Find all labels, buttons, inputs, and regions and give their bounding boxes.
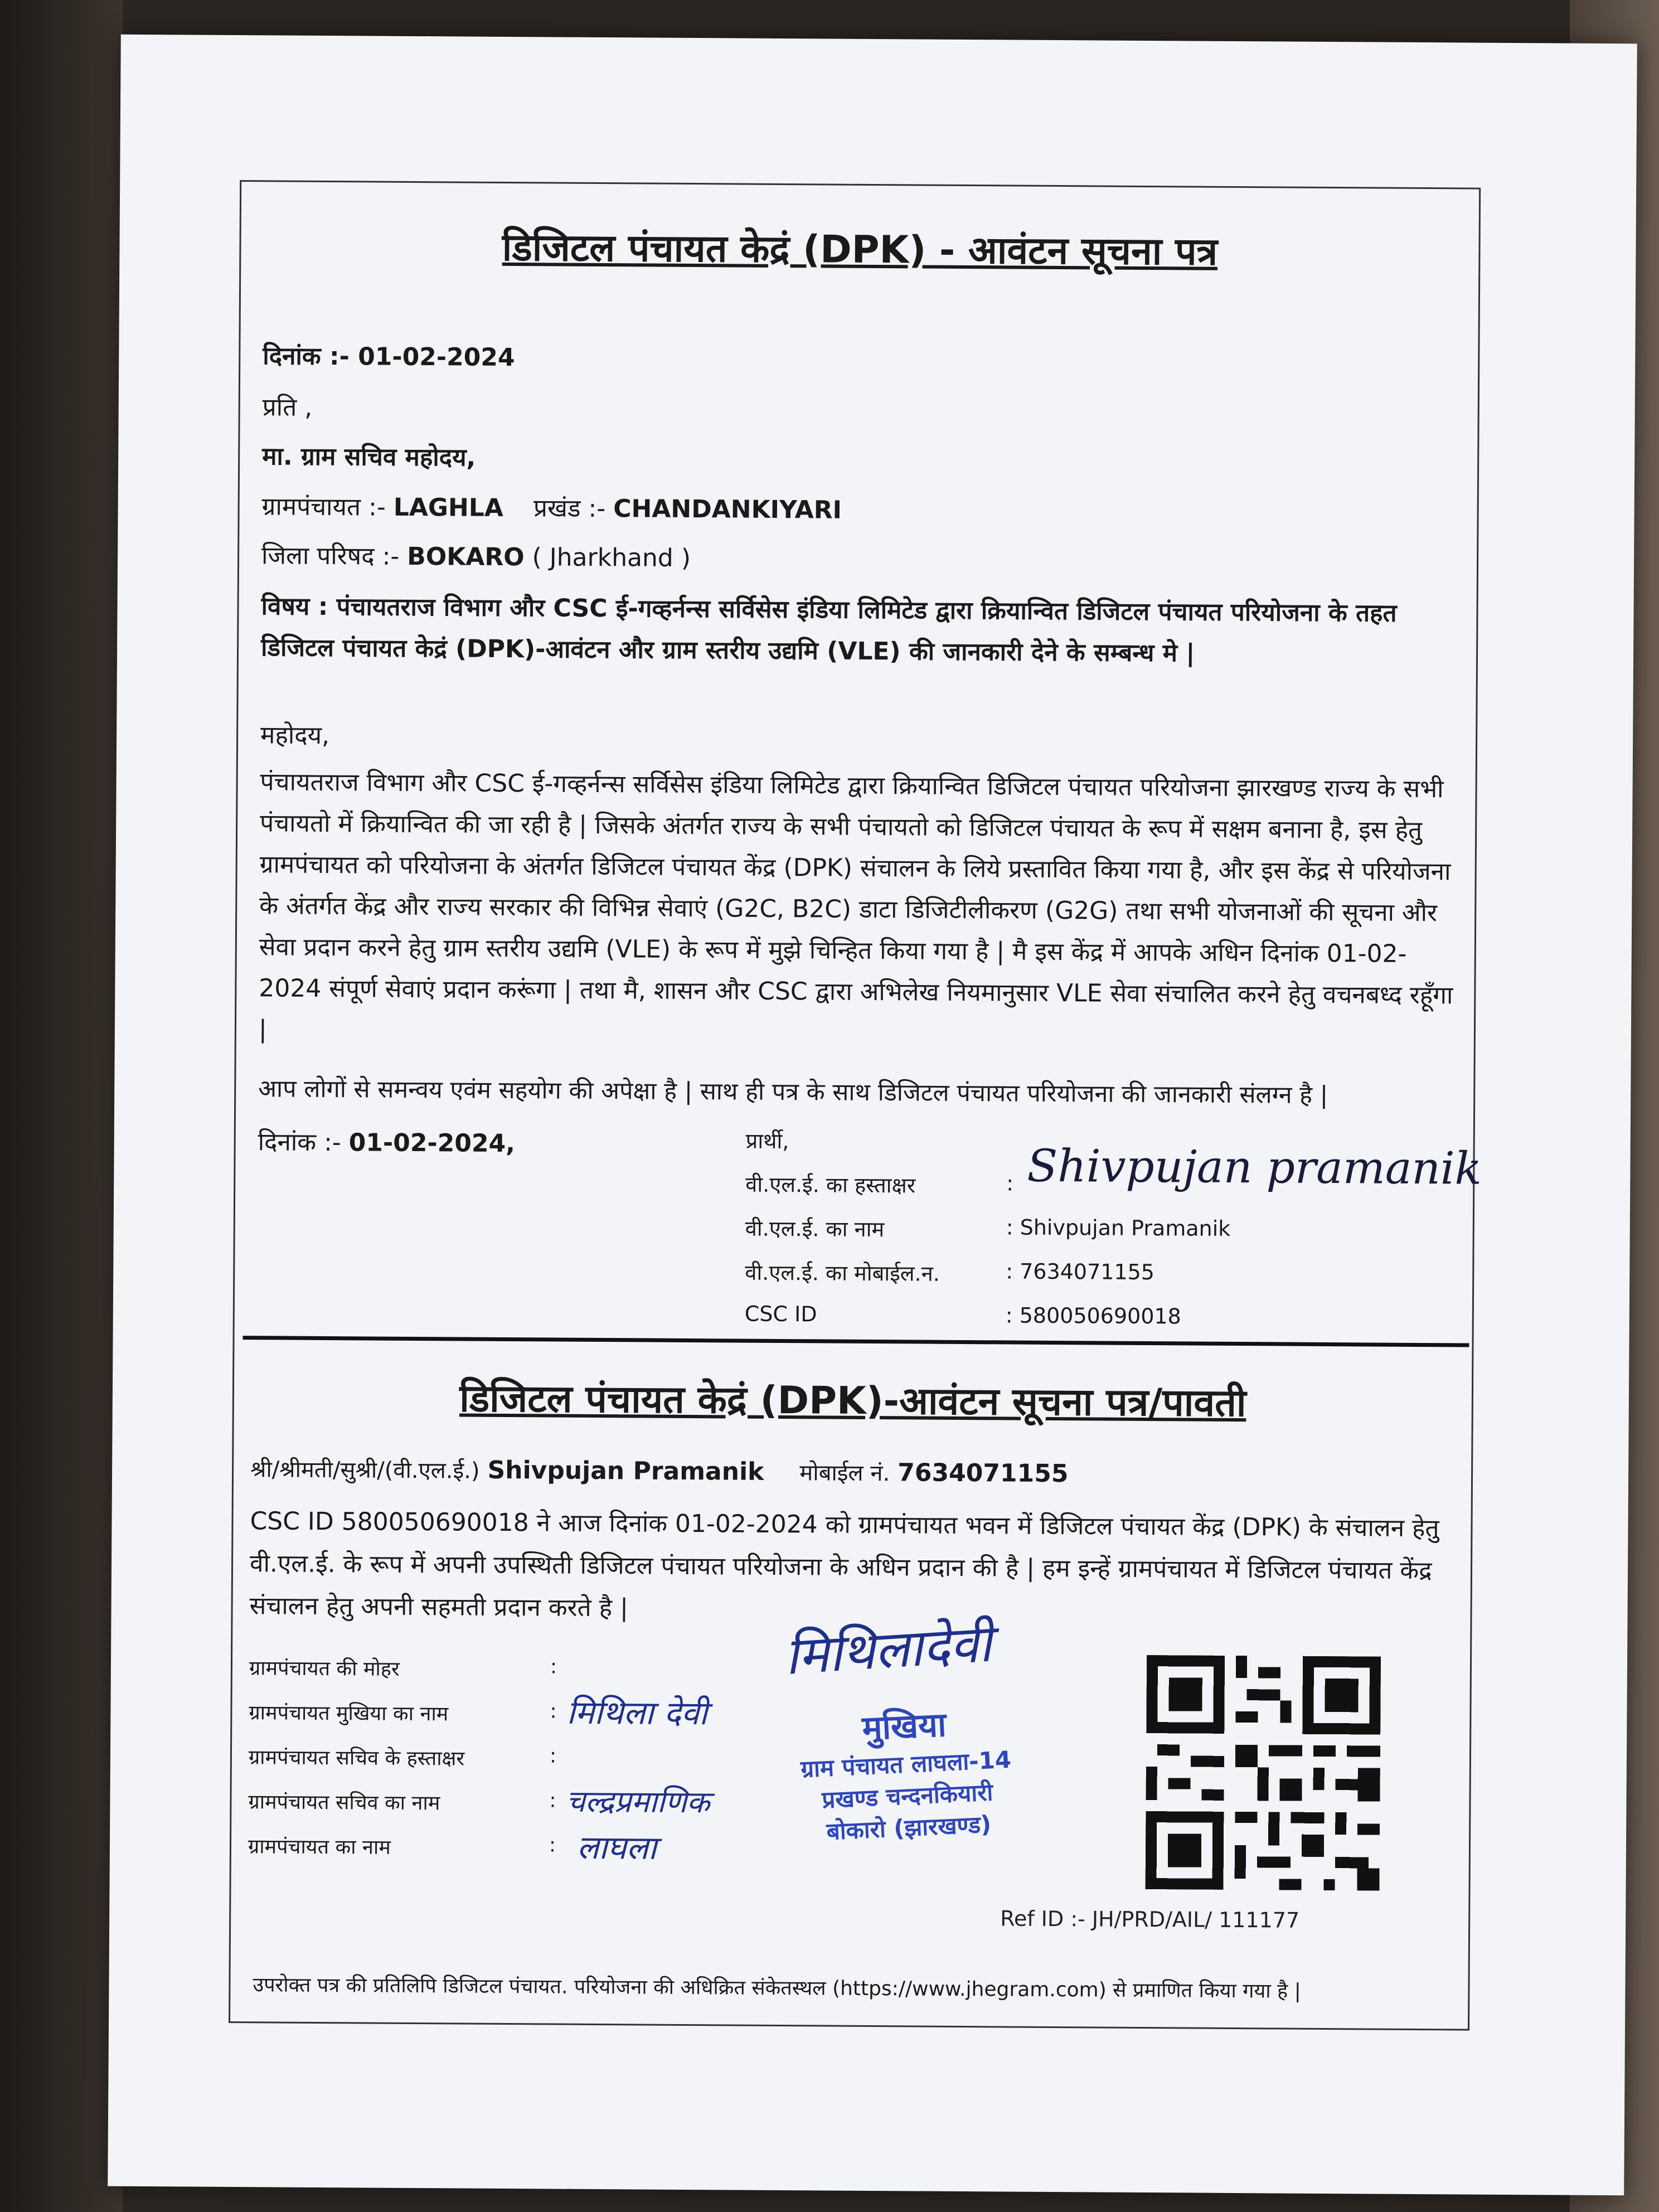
- stamp-line-2: ग्राम पंचायत लाघला-14: [800, 1745, 1012, 1783]
- date-line-2: [258, 1124, 516, 1159]
- state-value: ( Jharkhand ): [532, 543, 691, 573]
- addressee: मा. ग्राम सचिव महोदय,: [262, 442, 476, 472]
- panchayat-line: [261, 488, 842, 525]
- stamp-line-3: प्रखण्ड चन्दनकियारी: [821, 1778, 994, 1814]
- field-mukhiya-colon: :: [550, 1700, 557, 1723]
- date-line: [263, 338, 515, 373]
- to-line: प्रति ,: [262, 393, 313, 422]
- date-label: दिनांक :-: [263, 342, 350, 371]
- field-secretary-name-label: ग्रामपंचायत सचिव का नाम: [248, 1791, 440, 1815]
- district-line: [261, 537, 691, 574]
- mukhiya-stamp: [786, 1697, 1026, 1849]
- district-value: BOKARO: [407, 542, 525, 572]
- block-value: CHANDANKIYARI: [613, 494, 842, 525]
- field-panchayat-name-value: लाघला: [576, 1828, 657, 1867]
- salutation: महोदय,: [260, 721, 330, 750]
- field-mukhiya-label: ग्रामपंचायत मुखिया का नाम: [249, 1701, 449, 1726]
- vle-mobile: : 7634071155: [1006, 1259, 1155, 1285]
- field-secretary-name-value: चल्द्रप्रमाणिक: [566, 1783, 710, 1820]
- date2-label: दिनांक :-: [258, 1128, 341, 1157]
- background-left: [0, 0, 123, 2212]
- subject: विषय : पंचायतराज विभाग और CSC ई-गव्हर्नन्स सर्विसेस इंडिया लिमिटेड द्वारा क्रियान्वित डिजिटल पंचायत परियोजना के तहत डिजिटल पंचायत केद्रं (DPK)-आवंटन और ग्राम स्तरीय उद्यमि (VLE) की जानकारी देने के सम्बन्ध मे |: [260, 592, 1397, 668]
- vle-mobile-label: वी.एल.ई. का मोबाईल.न.: [745, 1260, 940, 1286]
- field-panchayat-name-colon: :: [549, 1833, 556, 1857]
- field-seal-label: ग्रामपंचायत की मोहर: [249, 1657, 400, 1681]
- district-label: जिला परिषद :-: [261, 541, 400, 571]
- body-paragraph: पंचायतराज विभाग और CSC ई-गव्हर्नन्स सर्विसेस इंडिया लिमिटेड द्वारा क्रियान्वित डिजिटल पंचायत परियोजना झारखण्ड राज्य के सभी पंचायतो में क्रियान्वित की जा रही है | जिसके अंतर्गत राज्य के सभी पंचायतो को डिजिटल पंचायत के रूप में सक्षम बनाना है, इस हेतु ग्रामपंचायत को परियोजना के अंतर्गत डिजिटल पंचायत केंद्र (DPK) संचालन के लिये प्रस्तावित किया गया है, और इस केंद्र से परियोजना के अंतर्गत केंद्र और राज्य सरकार की विभिन्न सेवाएं (G2C, B2C) डाटा डिजिटीलीकरण (G2G) तथा सभी योजनाओं की सूचना और सेवा प्रदान करने हेतु ग्राम स्तरीय उद्यमि (VLE) के रूप में मुझे चिन्हित किया गया है | मै इस केंद्र में आपके अधिन दिनांक 01-02-2024 संपूर्ण सेवाएं प्रदान करूंगा | तथा मै, शासन और CSC द्वारा अभिलेख नियमानुसार VLE सेवा संचालित करने हेतु वचनबध्द रहूँगा |: [258, 768, 1453, 1044]
- closing-paragraph: आप लोगों से समन्वय एवंम सहयोग की अपेक्षा है | साथ ही पत्र के साथ डिजिटल पंचायत परियोजना की जानकारी संलग्न है |: [258, 1075, 1328, 1109]
- csc-id-label: CSC ID: [744, 1301, 817, 1327]
- receipt-name-line: [250, 1453, 1069, 1488]
- stamp-line-1: मुखिया: [861, 1705, 947, 1748]
- vle-name-label: वी.एल.ई. का नाम: [745, 1216, 885, 1242]
- date2-value: 01-02-2024,: [348, 1128, 516, 1158]
- csc-id-value: : 580050690018: [1005, 1303, 1181, 1329]
- receipt-title: डिजिटल पंचायत केद्रं (DPK)-आवंटन सूचना पत्र/पावती: [459, 1376, 1246, 1426]
- field-secretary-sign-colon: :: [549, 1744, 557, 1768]
- field-seal-colon: :: [550, 1655, 557, 1679]
- applicant-label: प्रार्थी,: [745, 1128, 789, 1154]
- date-value: 01-02-2024: [358, 342, 515, 372]
- ref-id: Ref ID :- JH/PRD/AIL/ 111177: [1000, 1906, 1300, 1933]
- section-divider: [243, 1336, 1469, 1347]
- block-label: प्रखंड :-: [533, 494, 606, 523]
- letter-paper: [108, 35, 1637, 2196]
- receipt-mobile-label: मोबाईल नं.: [799, 1460, 890, 1487]
- receipt-prefix: श्री/श्रीमती/सुश्री/(वी.एल.ई.): [250, 1457, 480, 1484]
- gram-panchayat-value: LAGHLA: [393, 493, 504, 522]
- footer-note: उपरोक्त पत्र की प्रतिलिपि डिजिटल पंचायत. परियोजना की अधिक्रित संकेतस्थल (https://www.jhegram.com) से प्रमाणित किया गया है |: [253, 1973, 1301, 2003]
- field-panchayat-name-label: ग्रामपंचायत का नाम: [248, 1835, 391, 1859]
- qr-code: [1146, 1655, 1381, 1891]
- stamp-line-4: बोकारो (झारखण्ड): [826, 1810, 992, 1846]
- vle-signature-colon: :: [1006, 1171, 1014, 1196]
- field-secretary-sign-label: ग्रामपंचायत सचिव के हस्ताक्षर: [248, 1746, 465, 1770]
- mukhiya-signature: मिथिलादेवी: [783, 1613, 993, 1686]
- vle-signature: Shivpujan pramanik: [1027, 1139, 1482, 1195]
- receipt-paragraph: CSC ID 580050690018 ने आज दिनांक 01-02-2024 को ग्रामपंचायत भवन में डिजिटल पंचायत केंद्र (DPK) के संचालन हेतु वी.एल.ई. के रूप में अपनी उपस्थिती डिजिटल पंचायत परियोजना के अधिन प्रदान की है | हम इन्हें ग्रामपंचायत में डिजिटल पंचायत केंद्र संचालन हेतु अपनी सहमती प्रदान करते है |: [249, 1507, 1439, 1623]
- vle-signature-label: वी.एल.ई. का हस्ताक्षर: [745, 1172, 916, 1198]
- receipt-vle-name: Shivpujan Pramanik: [487, 1456, 764, 1486]
- gram-panchayat-label: ग्रामपंचायत :-: [261, 492, 386, 522]
- field-secretary-name-colon: :: [549, 1789, 556, 1812]
- vle-name: : Shivpujan Pramanik: [1006, 1215, 1231, 1241]
- letter-frame: [229, 180, 1481, 2031]
- letter-title: डिजिटल पंचायत केद्रं (DPK) - आवंटन सूचना पत्र: [502, 225, 1218, 274]
- field-mukhiya-value: मिथिला देवी: [566, 1693, 708, 1733]
- receipt-mobile: 7634071155: [898, 1458, 1069, 1488]
